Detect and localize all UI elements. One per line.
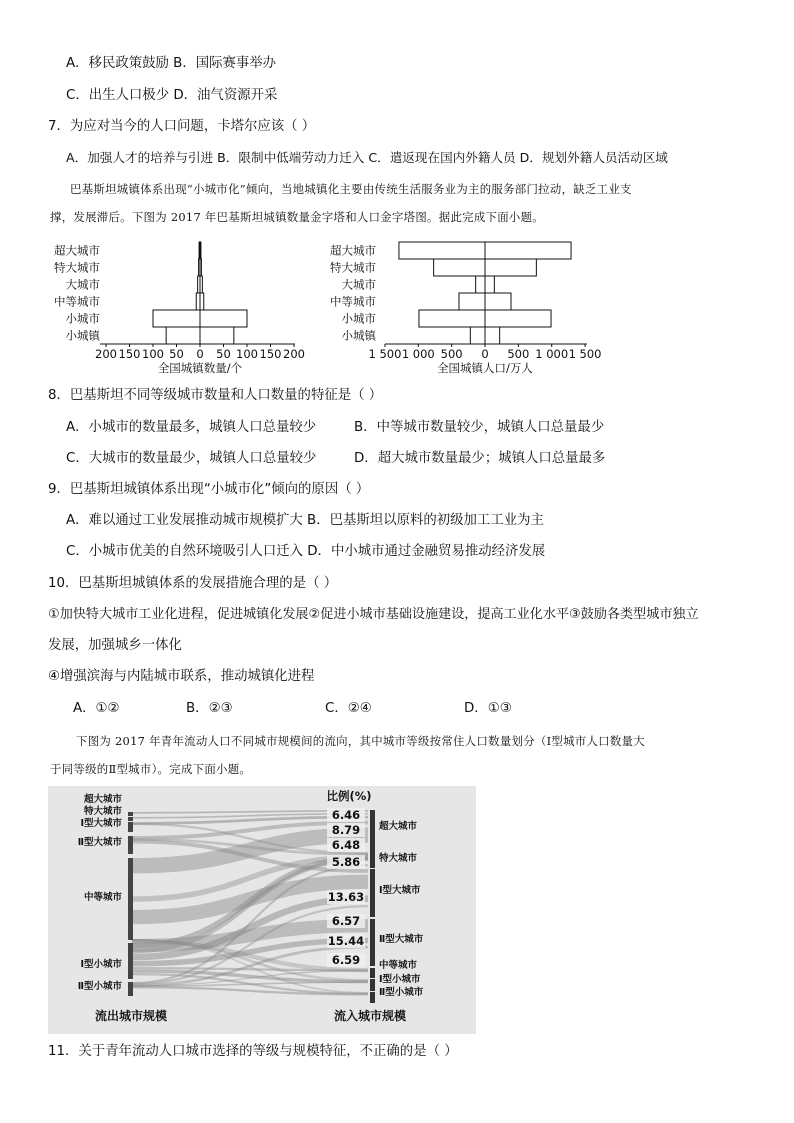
value-label: 6.59: [331, 953, 361, 967]
source-node: [128, 822, 133, 832]
source-node: [128, 812, 133, 816]
source-label: 中等城市: [83, 892, 122, 903]
bar-left: [434, 259, 485, 276]
q7-options: A．加强人才的培养与引进 B．限制中低端劳动力迁入 C．遣返现在国内外籍人员 D．规划外籍人员活动区域: [66, 150, 668, 165]
target-label: 中等城市: [379, 960, 418, 971]
x-tick-label: 1 500: [568, 347, 602, 361]
x-axis-label: 全国城镇人口/万人: [437, 361, 533, 375]
passage2-line1: 下图为 2017 年青年流动人口不同城市规模间的流向，其中城市等级按常住人口数量划分（Ⅰ型城市人口数量大: [76, 734, 645, 748]
value-label: 13.63: [327, 890, 365, 904]
x-tick-label: 200: [283, 347, 305, 361]
target-label: 超大城市: [379, 821, 418, 832]
youth-migration-sankey-chart: [48, 786, 476, 1034]
value-label: 8.79: [331, 823, 361, 837]
bar-right: [485, 293, 511, 310]
q8-option-b: B．中等城市数量较少，城镇人口总量最少: [354, 420, 605, 435]
source-label: Ⅱ型大城市: [77, 837, 122, 848]
bar-left: [153, 310, 200, 327]
passage1-line1: 巴基斯坦城镇体系出现“小城市化”倾向，当地城镇化主要由传统生活服务业为主的服务部门拉动，缺乏工业支: [70, 182, 632, 196]
category-label: 中等城市: [330, 294, 376, 309]
x-tick-label: 200: [95, 347, 117, 361]
category-label: 特大城市: [54, 260, 100, 275]
bar-right: [200, 293, 204, 310]
source-node: [128, 836, 133, 854]
target-label: Ⅱ型大城市: [379, 934, 424, 945]
x-tick-label: 50: [169, 347, 184, 361]
value-label: 6.57: [331, 914, 361, 928]
x-axis-label: 全国城镇数量/个: [157, 361, 243, 375]
target-node: [370, 919, 375, 966]
q10-statement-4: ④增强滨海与内陆城市联系，推动城镇化进程: [48, 669, 315, 684]
bar-right: [485, 259, 536, 276]
q10-option-b: B．②③: [186, 701, 233, 716]
bar-left: [196, 293, 200, 310]
q10-stem: 10．巴基斯坦城镇体系的发展措施合理的是（ ）: [48, 576, 338, 591]
chart-title: 比例(%): [326, 789, 372, 803]
q10-statement-1: ①加快特大城市工业化进程，促进城镇化发展②促进小城市基础设施建设，提高工业化水平③鼓励各类型城市独立: [48, 607, 699, 622]
bar-left: [419, 310, 485, 327]
q6-options-line2: C．出生人口极少 D．油气资源开采: [66, 88, 278, 103]
source-label: 超大城市: [83, 794, 122, 805]
category-label: 小城镇: [341, 328, 376, 343]
bar-right: [485, 242, 571, 259]
target-node: [370, 968, 375, 978]
source-label: Ⅰ型大城市: [80, 818, 122, 829]
bar-left: [166, 327, 200, 344]
category-label: 超大城市: [54, 243, 100, 258]
category-label: 大城市: [341, 277, 376, 292]
x-tick-label: 1 500: [368, 347, 402, 361]
category-label: 小城镇: [65, 328, 100, 343]
category-label: 小城市: [65, 311, 100, 326]
x-tick-label: 500: [507, 347, 530, 361]
target-label: Ⅱ型小城市: [379, 987, 424, 998]
bar-left: [459, 293, 485, 310]
category-label: 小城市: [341, 311, 376, 326]
bar-right: [485, 310, 551, 327]
q6-options-line1: A．移民政策鼓励 B．国际赛事举办: [66, 56, 277, 71]
value-label: 6.46: [331, 808, 361, 822]
target-node: [370, 992, 375, 1003]
source-label: Ⅰ型小城市: [80, 959, 122, 970]
source-label: Ⅱ型小城市: [77, 981, 122, 992]
x-tick-label: 150: [118, 347, 141, 361]
source-label: 特大城市: [83, 806, 122, 817]
x-tick-label: 100: [236, 347, 258, 361]
value-label: 6.48: [331, 838, 361, 852]
q8-stem: 8．巴基斯坦不同等级城市数量和人口数量的特征是（ ）: [48, 388, 383, 403]
q9-options-line1: A．难以通过工业发展推动城市规模扩大 B．巴基斯坦以原料的初级加工工业为主: [66, 513, 544, 528]
source-node: [128, 982, 133, 996]
target-node: [370, 979, 375, 991]
source-node: [128, 943, 133, 979]
q7-stem: 7．为应对当今的人口问题，卡塔尔应该（ ）: [48, 119, 316, 134]
bar-left: [476, 276, 485, 293]
x-tick-label: 50: [216, 347, 231, 361]
category-label: 大城市: [65, 277, 100, 292]
category-label: 中等城市: [54, 294, 100, 309]
city-population-pyramid-chart: [315, 236, 615, 378]
bar-right: [485, 276, 494, 293]
q10-statement-1b: 发展，加强城乡一体化: [48, 638, 182, 653]
source-node: [128, 858, 133, 940]
source-node: [128, 817, 133, 821]
category-label: 超大城市: [330, 243, 376, 258]
q9-options-line2: C．小城市优美的自然环境吸引人口迁入 D．中小城市通过金融贸易推动经济发展: [66, 544, 546, 559]
q8-option-d: D．超大城市数量最少；城镇人口总量最多: [354, 451, 606, 466]
x-tick-label: 500: [440, 347, 463, 361]
x-tick-label: 100: [142, 347, 164, 361]
bar-right: [200, 310, 247, 327]
target-label: Ⅰ型大城市: [379, 885, 421, 896]
x-tick-label: 1 000: [535, 347, 569, 361]
target-label: Ⅰ型小城市: [379, 974, 421, 985]
x-tick-label: 1 000: [401, 347, 435, 361]
value-label: 15.44: [327, 934, 365, 948]
q10-option-a: A．①②: [73, 701, 120, 716]
bar-left: [399, 242, 485, 259]
x-tick-label: 150: [259, 347, 282, 361]
bar-left: [470, 327, 485, 344]
q11-stem: 11．关于青年流动人口城市选择的等级与规模特征，不正确的是（ ）: [48, 1044, 458, 1059]
q8-option-a: A．小城市的数量最多，城镇人口总量较少: [66, 420, 317, 435]
bar-right: [485, 327, 500, 344]
target-label: 特大城市: [379, 853, 418, 864]
city-count-pyramid-chart: [40, 236, 315, 378]
x-tick-label: 0: [196, 347, 204, 361]
passage1-line2: 撑，发展滞后。下图为 2017 年巴基斯坦城镇数量金字塔和人口金字塔图。据此完成下面小题。: [50, 210, 544, 224]
q8-option-c: C．大城市的数量最少，城镇人口总量较少: [66, 451, 317, 466]
bar-right: [200, 327, 234, 344]
target-node: [370, 869, 375, 917]
q10-option-d: D．①③: [464, 701, 512, 716]
x-label-right: 流入城市规模: [333, 1009, 407, 1023]
x-label-left: 流出城市规模: [94, 1009, 168, 1023]
category-label: 特大城市: [330, 260, 376, 275]
x-tick-label: 0: [481, 347, 489, 361]
q9-stem: 9．巴基斯坦城镇体系出现“小城市化”倾向的原因（ ）: [48, 482, 370, 497]
q10-option-c: C．②④: [325, 701, 372, 716]
passage2-line2: 于同等级的Ⅱ型城市）。完成下面小题。: [50, 762, 252, 776]
value-label: 5.86: [331, 855, 361, 869]
target-node: [370, 852, 375, 867]
